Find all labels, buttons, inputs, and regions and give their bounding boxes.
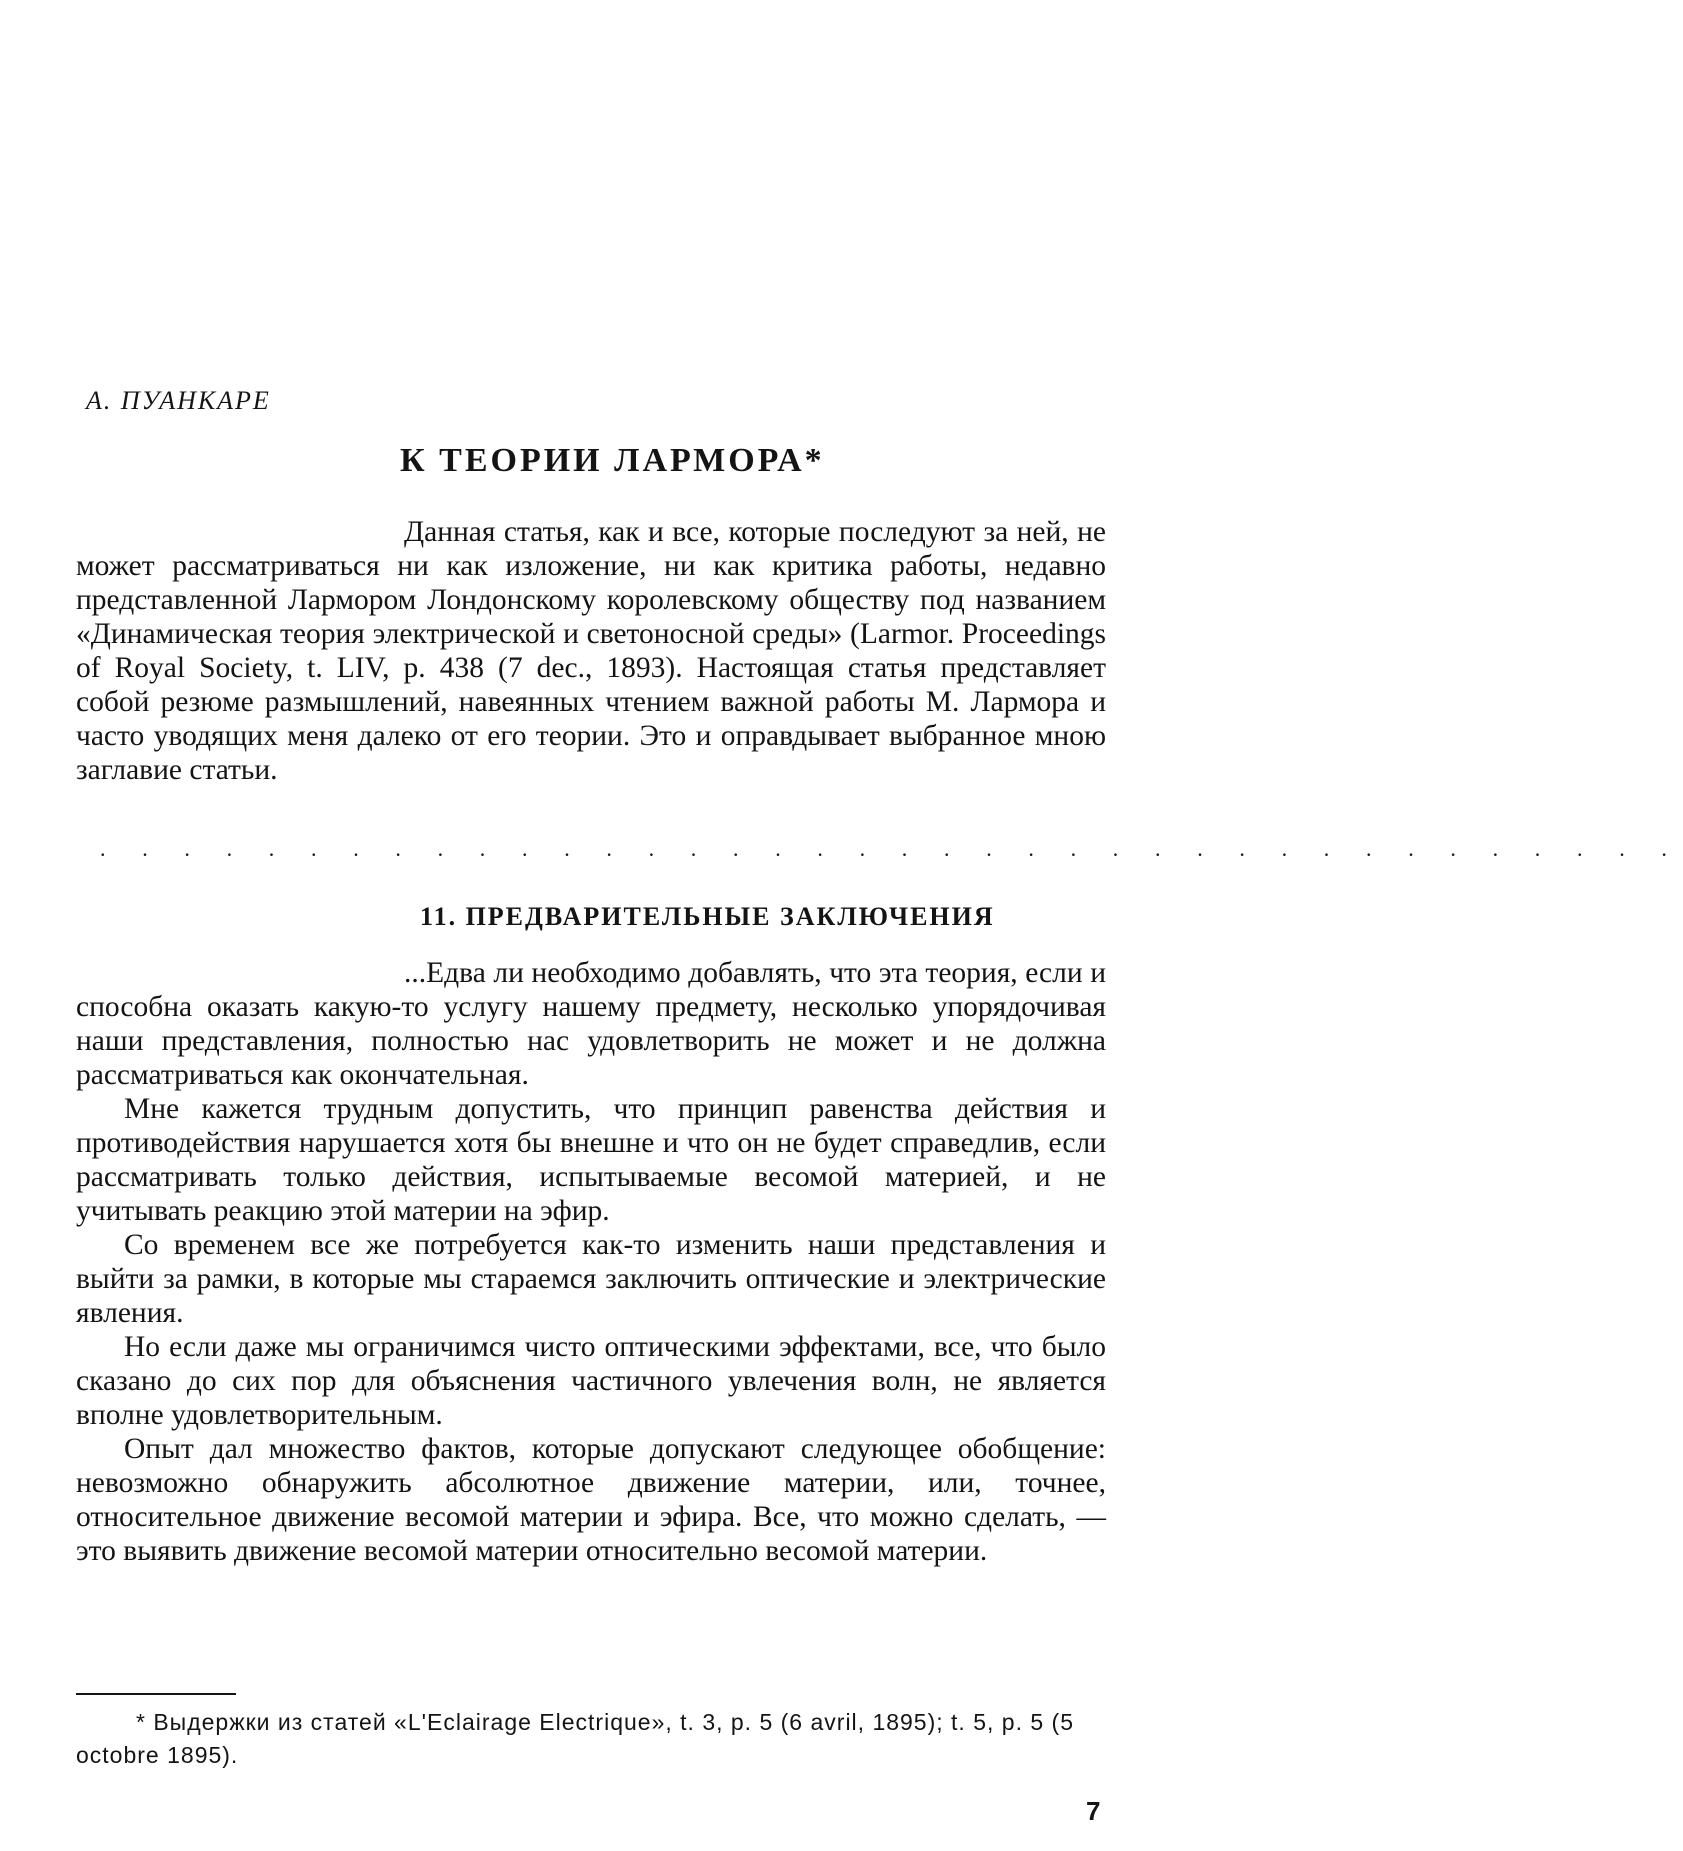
paragraph: Мне кажется трудным допустить, что принцип равенства действия и противодействия нарушается хотя бы внешне и что он не будет справедлив, если рассматривать только действия, испытываемые весомой материей, и не учитывать реакцию этой материи на эфир.: [76, 1093, 1106, 1227]
article-title: К ТЕОРИИ ЛАРМОРА*: [400, 442, 825, 479]
intro-paragraph: Данная статья, как и все, которые последуют за ней, не может рассматриваться ни как изложение, ни как критика работы, недавно представленной Лармором Лондонскому королевскому обществу под названием «Динамическая теория электрической и светоносной среды» (Larmor. Proceedings of Royal Society, t. LIV, p. 438 (7 dec., 1893). Настоящая статья представляет собой резюме размышлений, навеянных чтением важной работы М. Лармора и часто уводящих меня далеко от его теории. Это и оправдывает выбранное мною заглавие статьи.: [76, 516, 1106, 786]
paragraph: ...Едва ли необходимо добавлять, что эта теория, если и способна оказать какую-то услугу нашему предмету, несколько упорядочивая наши представления, полностью нас удовлетворить не может и не должна рассматриваться как окончательная.: [76, 957, 1106, 1091]
main-text: [76, 956, 1106, 1568]
paragraph: Опыт дал множество фактов, которые допускают следующее обобщение: невозможно обнаружить абсолютное движение материи, или, точнее, относительное движение весомой материи и эфира. Все, что можно сделать, — это выявить движение весомой материи относительно весомой материи.: [76, 1433, 1106, 1567]
section-title: 11. ПРЕДВАРИТЕЛЬНЫЕ ЗАКЛЮЧЕНИЯ: [420, 902, 995, 931]
paragraph: Со временем все же потребуется как-то изменить наши представления и выйти за рамки, в которые мы стараемся заключить оптические и электрические явления.: [76, 1229, 1106, 1329]
page-number: 7: [1086, 1796, 1101, 1826]
footnote-rule: [76, 1693, 236, 1695]
author-name: А. ПУАНКАРЕ: [86, 386, 271, 415]
paragraph: Но если даже мы ограничимся чисто оптическими эффектами, все, что было сказано до сих пор для объяснения частичного увлечения волн, не является вполне удовлетворительным.: [76, 1331, 1106, 1431]
ellipsis-divider: . . . . . . . . . . . . . . . . . . . . . . . . . . . . . . . . . . . . . .: [100, 836, 1683, 861]
footnote: * Выдержки из статей «L'Eclairage Electrique», t. 3, p. 5 (6 avril, 1895); t. 5, p. 5 (5 octobre 1895).: [76, 1709, 1074, 1768]
intro-block: [76, 515, 1106, 787]
